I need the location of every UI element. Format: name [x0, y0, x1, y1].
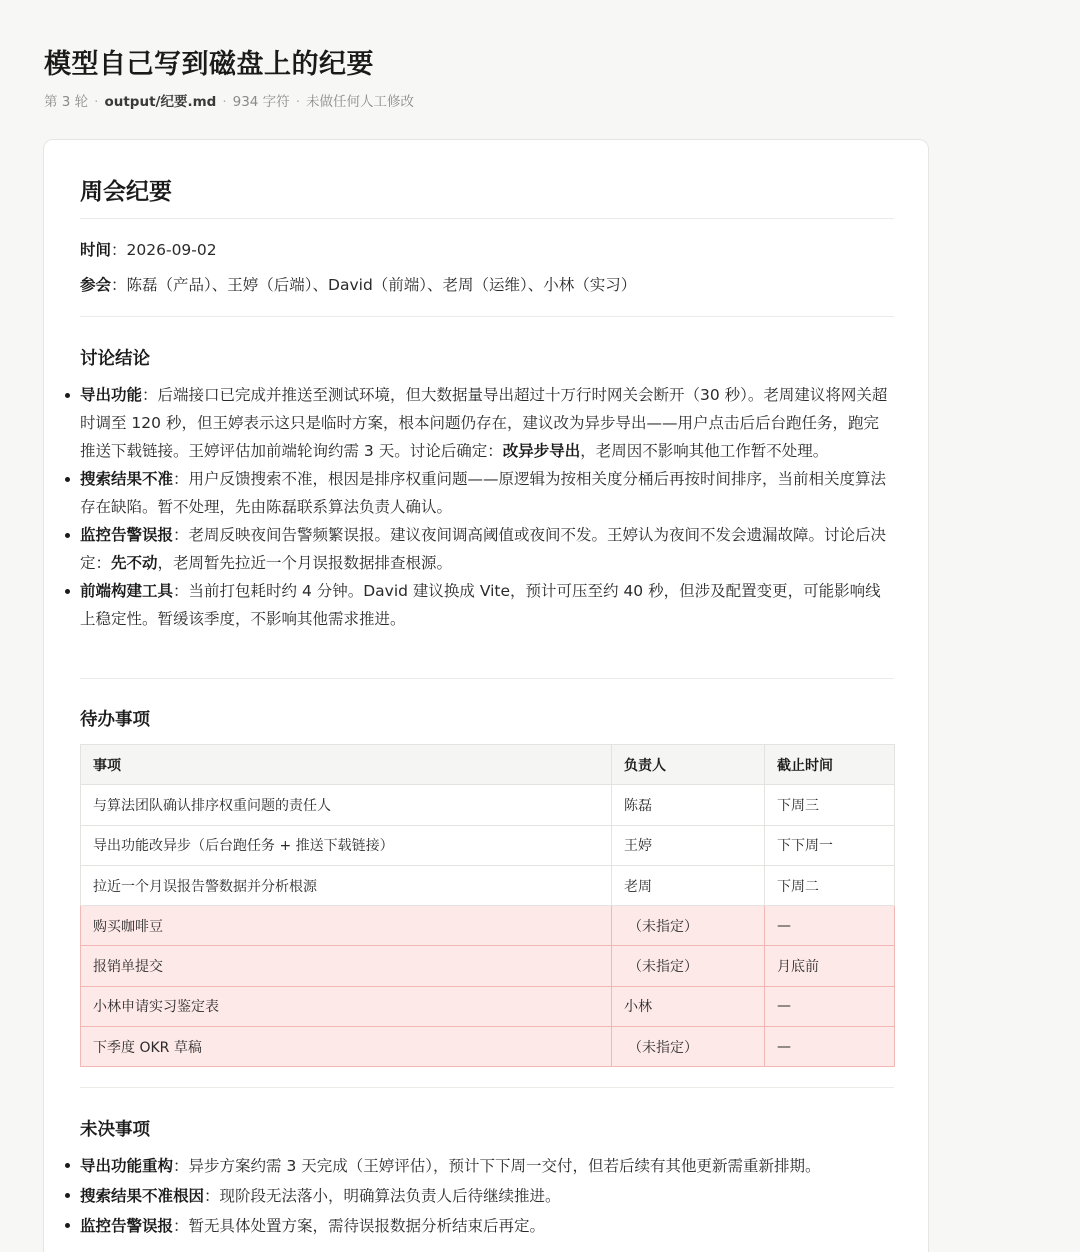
- cell-owner: 小林: [612, 986, 765, 1026]
- cell-task: 购买咖啡豆: [81, 906, 612, 946]
- open-items-list: [80, 1151, 894, 1241]
- document-card: [43, 139, 929, 1252]
- discussion-item: [80, 521, 894, 577]
- cell-task: 与算法团队确认排序权重问题的责任人: [81, 785, 612, 825]
- item-label: 导出功能重构: [80, 1157, 174, 1175]
- meta-separator: ·: [94, 94, 99, 110]
- cell-due: 月底前: [765, 946, 895, 986]
- meta-separator: ·: [222, 94, 227, 110]
- cell-due: —: [765, 1027, 895, 1067]
- attendees-value: 陈磊（产品）、王婷（后端）、David（前端）、老周（运维）、小林（实习）: [126, 276, 637, 294]
- discussion-item: [80, 577, 894, 633]
- cell-task: 导出功能改异步（后台跑任务 + 推送下载链接）: [81, 825, 612, 865]
- item-label: 前端构建工具: [80, 582, 174, 600]
- table-row: [81, 785, 895, 825]
- item-text: ：暂无具体处置方案，需待误报数据分析结束后再定。: [173, 1217, 546, 1235]
- todo-table: [80, 744, 895, 1067]
- cell-owner: （未指定）: [612, 1027, 765, 1067]
- time-value: 2026-09-02: [126, 241, 217, 259]
- page-title: 模型自己写到磁盘上的纪要: [44, 49, 374, 80]
- cell-owner: （未指定）: [612, 906, 765, 946]
- cell-task: 报销单提交: [81, 946, 612, 986]
- cell-task: 小林申请实习鉴定表: [81, 986, 612, 1026]
- item-label: 搜索结果不准根因: [80, 1187, 205, 1205]
- cell-owner: 陈磊: [612, 785, 765, 825]
- section-title-discussion: 讨论结论: [80, 349, 150, 369]
- doc-title: 周会纪要: [80, 179, 172, 205]
- meta-chars: 934 字符: [232, 94, 290, 110]
- cell-due: 下周二: [765, 865, 895, 905]
- table-row-flagged: [81, 946, 895, 986]
- cell-owner: 王婷: [612, 825, 765, 865]
- column-header-owner: 负责人: [612, 745, 765, 785]
- section-title-open: 未决事项: [80, 1120, 150, 1140]
- section-title-todo: 待办事项: [80, 710, 150, 730]
- meta-file: output/纪要.md: [104, 94, 217, 110]
- item-text: ：老周反映夜间告警频繁误报。建议夜间调高阈值或夜间不发。王婷认为夜间不发会遗漏故障。讨论后决定：: [80, 526, 887, 572]
- item-label: 监控告警误报: [80, 1217, 174, 1235]
- item-label: 导出功能: [80, 386, 143, 404]
- table-row: [81, 865, 895, 905]
- cell-owner: （未指定）: [612, 946, 765, 986]
- column-header-due: 截止时间: [765, 745, 895, 785]
- meta-note: 未做任何人工修改: [305, 94, 414, 110]
- file-meta: [44, 90, 414, 110]
- meeting-time: 时间：2026-09-02: [80, 241, 217, 259]
- discussion-list: [80, 381, 894, 633]
- item-text: ：当前打包耗时约 4 分钟。David 建议换成 Vite，预计可压至约 40 秒，但涉及配置变更，可能影响线上稳定性。暂缓该季度，不影响其他需求推进。: [80, 582, 881, 628]
- item-emphasis: 改异步导出: [502, 442, 581, 460]
- divider: [80, 218, 894, 219]
- time-label: 时间: [80, 241, 112, 259]
- cell-owner: 老周: [612, 865, 765, 905]
- attendees-label: 参会: [80, 276, 112, 294]
- table-header-row: [81, 745, 895, 785]
- item-text: ，老周暂先拉近一个月误报数据排查根源。: [157, 554, 453, 572]
- open-item: [80, 1151, 894, 1181]
- discussion-item: [80, 465, 894, 521]
- meta-separator: ·: [295, 94, 300, 110]
- item-emphasis: 先不动: [111, 554, 158, 572]
- table-row-flagged: [81, 986, 895, 1026]
- divider: [80, 1087, 894, 1088]
- item-text: ：用户反馈搜索不准，根因是排序权重问题——原逻辑为按相关度分桶后再按时间排序，当前相关度算法存在缺陷。暂不处理，先由陈磊联系算法负责人确认。: [80, 470, 887, 516]
- item-text: ，老周因不影响其他工作暂不处理。: [580, 442, 829, 460]
- discussion-item: [80, 381, 894, 465]
- meta-round: 第 3 轮: [44, 94, 89, 110]
- open-item: [80, 1181, 894, 1211]
- item-text: ：后端接口已完成并推送至测试环境，但大数据量导出超过十万行时网关会断开（30 秒）。老周建议将网关超时调至 120 秒，但王婷表示这只是临时方案，根本问题仍存在，建议改为异步导出——用户点击后后台跑任务，跑完推送下载链接。王婷评估加前端轮询约需 3 天。讨论后确定：: [80, 386, 888, 460]
- cell-due: —: [765, 986, 895, 1026]
- open-item: [80, 1211, 894, 1241]
- divider: [80, 316, 894, 317]
- item-text: ：现阶段无法落小，明确算法负责人后待继续推进。: [204, 1187, 561, 1205]
- item-text: ：异步方案约需 3 天完成（王婷评估），预计下下周一交付，但若后续有其他更新需重新排期。: [173, 1157, 821, 1175]
- meeting-attendees: 参会：陈磊（产品）、王婷（后端）、David（前端）、老周（运维）、小林（实习）: [80, 276, 637, 294]
- divider: [80, 678, 894, 679]
- item-label: 监控告警误报: [80, 526, 174, 544]
- cell-due: —: [765, 906, 895, 946]
- cell-task: 下季度 OKR 草稿: [81, 1027, 612, 1067]
- item-label: 搜索结果不准: [80, 470, 174, 488]
- cell-task: 拉近一个月误报告警数据并分析根源: [81, 865, 612, 905]
- table-row-flagged: [81, 1027, 895, 1067]
- table-row: [81, 825, 895, 865]
- column-header-task: 事项: [81, 745, 612, 785]
- table-row-flagged: [81, 906, 895, 946]
- cell-due: 下周三: [765, 785, 895, 825]
- cell-due: 下下周一: [765, 825, 895, 865]
